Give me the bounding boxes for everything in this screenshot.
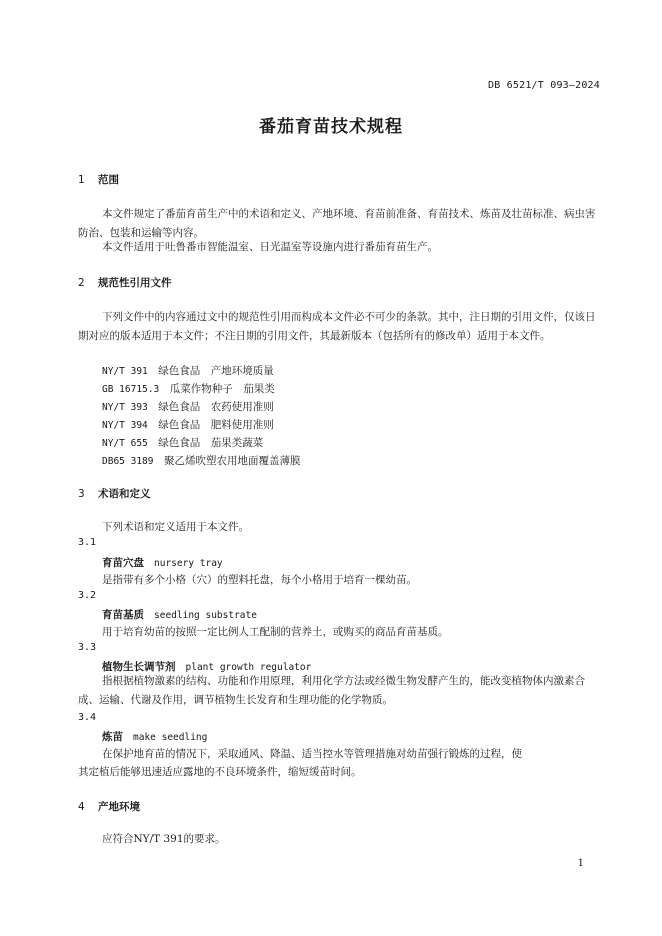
term-name-en: plant growth regulator [185, 662, 312, 673]
page-number: 1 [577, 858, 584, 869]
term-name-cn: 育苗基质 [102, 609, 144, 621]
section-number: 4 [78, 801, 85, 813]
term-name-en: make seedling [133, 732, 208, 743]
term-definition: 是指带有多个小格（穴）的塑料托盘，每个小格用于培育一棵幼苗。 [102, 574, 417, 586]
section-title: 术语和定义 [98, 488, 151, 500]
reference-title: 聚乙烯吹塑农用地面覆盖薄膜 [163, 455, 301, 467]
section-title: 产地环境 [98, 801, 140, 813]
reference-item [102, 363, 274, 378]
document-title: 番茄育苗技术规程 [259, 117, 403, 137]
term-name-cn: 植物生长调节剂 [102, 661, 176, 673]
document-code: DB 6521/T 093—2024 [488, 80, 600, 91]
section-title: 范围 [98, 174, 119, 186]
reference-item [102, 453, 300, 468]
reference-item [102, 399, 274, 414]
section-title: 规范性引用文件 [98, 277, 172, 289]
paragraph: 应符合NY/T 391的要求。 [102, 833, 226, 845]
reference-item [102, 381, 275, 396]
term-name-en: seedling substrate [154, 610, 257, 621]
section-number: 1 [78, 174, 85, 186]
term-number: 3.4 [78, 712, 97, 723]
term-number: 3.3 [78, 642, 97, 653]
reference-code: NY/T 655 [102, 438, 148, 449]
term-name-cn: 育苗穴盘 [102, 557, 144, 569]
reference-title: 绿色食品 茄果类蔬菜 [158, 437, 264, 449]
term-heading [102, 555, 223, 570]
reference-title: 绿色食品 农药使用准则 [158, 401, 274, 413]
term-name-en: nursery tray [154, 558, 223, 569]
section-heading-2 [78, 275, 172, 290]
reference-code: NY/T 394 [102, 420, 148, 431]
section-number: 3 [78, 488, 85, 500]
term-heading [102, 729, 207, 744]
reference-title: 绿色食品 肥料使用准则 [158, 419, 274, 431]
term-heading [102, 607, 257, 622]
reference-code: GB 16715.3 [102, 384, 160, 395]
paragraph: 下列文件中的内容通过文中的规范性引用而构成本文件必不可少的条款。其中，注日期的引用文件，仅该日期对应的版本适用于本文件；不注日期的引用文件，其最新版本（包括所有的修改单）适用于本文件。 [78, 311, 596, 342]
reference-title: 绿色食品 产地环境质量 [158, 365, 274, 377]
term-definition: 指根据植物激素的结构、功能和作用原理，利用化学方法或经微生物发酵产生的，能改变植物体内激素合成、运输、代谢及作用，调节植物生长发育和生理功能的化学物质。 [78, 675, 585, 706]
paragraph: 下列术语和定义适用于本文件。 [102, 521, 249, 533]
reference-code: NY/T 391 [102, 366, 148, 377]
term-number: 3.1 [78, 537, 97, 548]
section-heading-4 [78, 799, 140, 814]
reference-code: NY/T 393 [102, 402, 148, 413]
paragraph: 本文件适用于吐鲁番市智能温室、日光温室等设施内进行番茄育苗生产。 [102, 241, 438, 253]
term-definition: 其定植后能够迅速适应露地的不良环境条件，缩短缓苗时间。 [78, 766, 362, 778]
reference-item [102, 417, 274, 432]
term-name-cn: 炼苗 [102, 731, 123, 743]
reference-code: DB65 3189 [102, 456, 154, 467]
section-number: 2 [78, 277, 85, 289]
reference-item [102, 435, 263, 450]
section-heading-3 [78, 486, 151, 501]
paragraph: 本文件规定了番茄育苗生产中的术语和定义、产地环境、育苗前准备、育苗技术、炼苗及壮苗标准、病虫害防治、包装和运输等内容。 [78, 208, 596, 239]
term-number: 3.2 [78, 590, 97, 601]
term-definition: 在保护地育苗的情况下，采取通风、降温、适当控水等管理措施对幼苗强行锻炼的过程，使 [102, 748, 522, 760]
section-heading-1 [78, 172, 119, 187]
reference-title: 瓜菜作物种子 茄果类 [169, 383, 275, 395]
term-definition: 用于培育幼苗的按照一定比例人工配制的营养土，或购买的商品育苗基质。 [102, 626, 449, 638]
